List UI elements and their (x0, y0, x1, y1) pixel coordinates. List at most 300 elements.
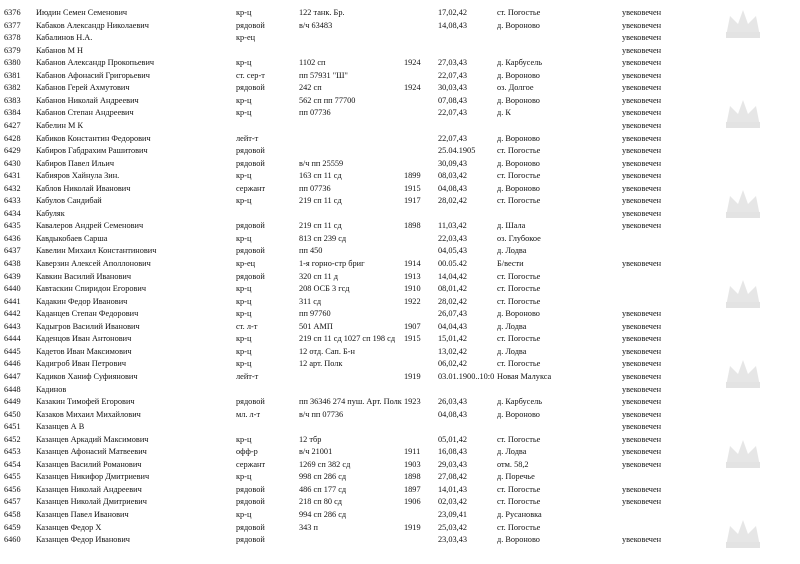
cell-name: Казакин Тимофей Егорович (36, 397, 135, 407)
cell-name: Казанцев Николай Андреевич (36, 484, 142, 494)
cell-date: 17,02,42 (438, 8, 468, 17)
table-row (0, 107, 800, 119)
cell-note: увековечен (622, 334, 662, 344)
watermark-stamp-icon (722, 516, 764, 550)
cell-date: 15,01,42 (438, 334, 468, 344)
cell-num: 6381 (4, 70, 21, 80)
cell-date: 14,04,42 (438, 271, 468, 281)
cell-unit: 1269 сп 382 сд (299, 459, 351, 469)
cell-note: увековечен (622, 20, 662, 30)
cell-unit: 311 сд (299, 296, 322, 306)
table-row (0, 471, 800, 483)
cell-place: д. Вороново (497, 409, 540, 419)
cell-year: 1923 (404, 397, 421, 407)
cell-num: 6437 (4, 246, 21, 256)
cell-place: д. Лодва (497, 246, 527, 256)
cell-place: д. Карбусель (497, 58, 543, 68)
cell-unit: 163 сп 11 сд (299, 171, 342, 181)
table-row (0, 396, 800, 408)
cell-num: 6438 (4, 259, 21, 268)
cell-note: увековечен (622, 371, 662, 381)
table-row (0, 459, 800, 471)
cell-date: 04,08,43 (438, 183, 468, 193)
table-row (0, 534, 800, 546)
cell-num: 6456 (4, 484, 21, 494)
cell-num: 6436 (4, 233, 21, 243)
cell-name: Кабанов Николай Андреевич (36, 95, 139, 105)
cell-name: Кадигроб Иван Петрович (36, 359, 126, 369)
cell-name: Казаков Михаил Михайлович (36, 409, 141, 419)
cell-num: 6377 (4, 20, 21, 30)
cell-num: 6441 (4, 296, 21, 306)
cell-num: 6439 (4, 271, 21, 281)
cell-unit: пп 450 (299, 246, 323, 256)
cell-num: 6455 (4, 472, 21, 482)
cell-unit: 208 ОСБ 3 гсд (299, 284, 350, 294)
cell-date: 27,03,43 (438, 58, 468, 68)
cell-unit: пп 07736 (299, 183, 331, 193)
cell-rank: рядовой (236, 522, 265, 532)
cell-note: увековечен (622, 309, 662, 319)
cell-name: Казанцев Федор Иванович (36, 535, 130, 545)
cell-note: увековечен (622, 171, 662, 181)
watermark-stamp-icon (722, 96, 764, 130)
cell-place: д. Поречье (497, 472, 535, 482)
cell-name: Кабанов Афонасий Григорьевич (36, 70, 150, 80)
cell-date: 27,08,42 (438, 472, 468, 482)
cell-unit: пп 57931 "Ш" (299, 70, 348, 80)
cell-name: Июдин Семен Семенович (36, 8, 128, 17)
cell-name: Казанцев Павел Иванович (36, 510, 129, 519)
cell-unit: 218 сп 80 сд (299, 497, 342, 507)
table-row (0, 82, 800, 94)
cell-unit: 12 арт. Полк (299, 359, 343, 369)
cell-date: 29,03,43 (438, 459, 468, 469)
cell-note: увековечен (622, 259, 662, 268)
cell-date: 28,02,42 (438, 196, 468, 206)
cell-name: Казанцев Василий Романович (36, 459, 142, 469)
cell-rank: кр-ц (236, 296, 252, 306)
table-row (0, 421, 800, 433)
cell-num: 6447 (4, 371, 21, 381)
cell-rank: рядовой (236, 146, 265, 156)
cell-num: 6448 (4, 384, 21, 394)
cell-unit: в/ч 21001 (299, 447, 333, 457)
cell-name: Казанцев Никифор Дмитриевич (36, 472, 150, 482)
cell-name: Кадакин Федор Иванович (36, 296, 128, 306)
cell-note: увековечен (622, 497, 662, 507)
cell-num: 6376 (4, 8, 21, 17)
cell-rank: кр-ц (236, 8, 252, 17)
cell-unit: 219 сп 11 сд (299, 196, 342, 206)
table-row (0, 308, 800, 320)
cell-place: д. Карбусель (497, 397, 543, 407)
cell-unit: 1-я горно-стр бриг (299, 259, 365, 268)
cell-num: 6454 (4, 459, 21, 469)
cell-place: Б/вести (497, 259, 524, 268)
cell-name: Каданцев Степан Федорович (36, 309, 139, 319)
cell-date: 30,03,43 (438, 83, 468, 93)
cell-rank: лейт-т (236, 133, 259, 143)
watermark-stamp-icon (722, 276, 764, 310)
table-row (0, 509, 800, 521)
cell-date: 08,01,42 (438, 284, 468, 294)
cell-num: 6442 (4, 309, 21, 319)
cell-name: Казанцев Афонасий Матвеевич (36, 447, 147, 457)
cell-unit: 343 п (299, 522, 318, 532)
cell-unit: 219 сп 11 сд (299, 221, 342, 231)
cell-rank: рядовой (236, 397, 265, 407)
cell-date: 06,02,42 (438, 359, 468, 369)
cell-rank: рядовой (236, 484, 265, 494)
cell-place: отм. 58,2 (497, 459, 529, 469)
cell-name: Каблов Николай Иванович (36, 183, 131, 193)
cell-place: д. Вороново (497, 133, 540, 143)
cell-year: 1919 (404, 522, 421, 532)
cell-num: 6453 (4, 447, 21, 457)
cell-name: Каденцов Иван Антонович (36, 334, 132, 344)
cell-place: ст. Погостье (497, 497, 541, 507)
cell-place: д. Вороново (497, 95, 540, 105)
cell-num: 6457 (4, 497, 21, 507)
cell-num: 6434 (4, 208, 21, 218)
cell-name: Кавкин Василий Иванович (36, 271, 132, 281)
cell-rank: кр-ц (236, 309, 252, 319)
cell-num: 6383 (4, 95, 21, 105)
table-row (0, 522, 800, 534)
cell-place: ст. Погостье (497, 196, 541, 206)
cell-place: д. Лодва (497, 321, 527, 331)
cell-date: 00.05.42 (438, 259, 468, 268)
cell-unit: в/ч пп 07736 (299, 409, 344, 419)
cell-year: 1911 (404, 447, 421, 457)
cell-rank: кр-ц (236, 434, 252, 444)
cell-year: 1897 (404, 484, 421, 494)
cell-unit: 219 сп 11 сд 1027 сп 198 сд (299, 334, 396, 344)
cell-num: 6428 (4, 133, 21, 143)
cell-rank: кр-ц (236, 334, 252, 344)
cell-note: увековечен (622, 397, 662, 407)
cell-rank: кр-ц (236, 359, 252, 369)
cell-num: 6431 (4, 171, 21, 181)
cell-unit: 998 сп 286 сд (299, 472, 347, 482)
cell-date: 26,03,43 (438, 397, 468, 407)
table-row (0, 296, 800, 308)
cell-rank: офф-р (236, 447, 258, 457)
cell-year: 1898 (404, 472, 421, 482)
cell-rank: кр-ц (236, 284, 252, 294)
cell-note: увековечен (622, 45, 662, 55)
cell-note: увековечен (622, 447, 662, 457)
cell-note: увековечен (622, 70, 662, 80)
cell-unit: 320 сп 11 д (299, 271, 339, 281)
cell-rank: кр-ц (236, 171, 252, 181)
cell-name: Кабелин М К (36, 120, 83, 130)
cell-num: 6449 (4, 397, 21, 407)
cell-name: Кабулов Сандибай (36, 196, 102, 206)
cell-note: увековечен (622, 384, 662, 394)
cell-num: 6445 (4, 346, 21, 356)
cell-rank: кр-ец (236, 33, 256, 43)
cell-name: Кавелин Михаил Константинович (36, 246, 157, 256)
cell-num: 6459 (4, 522, 21, 532)
cell-num: 6435 (4, 221, 21, 231)
cell-note: увековечен (622, 158, 662, 168)
cell-num: 6432 (4, 183, 21, 193)
cell-date: 23,09,41 (438, 510, 468, 519)
cell-date: 05,01,42 (438, 434, 468, 444)
cell-note: увековечен (622, 133, 662, 143)
cell-note: увековечен (622, 95, 662, 105)
cell-num: 6458 (4, 510, 21, 519)
cell-place: д. Вороново (497, 158, 540, 168)
cell-num: 6380 (4, 58, 21, 68)
cell-name: Кабиров Габдрахим Рашитович (36, 146, 148, 156)
cell-rank: ст. сер-т (236, 70, 265, 80)
cell-note: увековечен (622, 196, 662, 206)
cell-date: 22,03,43 (438, 233, 468, 243)
cell-note: увековечен (622, 535, 662, 545)
cell-place: оз. Долгое (497, 83, 534, 93)
cell-rank: рядовой (236, 20, 265, 30)
cell-date: 25.04.1905 (438, 146, 476, 156)
cell-name: Кадетов Иван Максимович (36, 346, 132, 356)
cell-name: Казанцев Аркадий Максимович (36, 434, 149, 444)
cell-note: увековечен (622, 346, 662, 356)
cell-name: Кадинов (36, 384, 67, 394)
cell-year: 1906 (404, 497, 421, 507)
cell-name: Кабанов М Н (36, 45, 84, 55)
cell-date: 22,07,43 (438, 70, 468, 80)
cell-num: 6430 (4, 158, 21, 168)
cell-year: 1922 (404, 296, 421, 306)
cell-name: Кабиров Павел Ильич (36, 158, 115, 168)
table-row (0, 95, 800, 107)
cell-year: 1919 (404, 371, 421, 381)
table-row (0, 346, 800, 358)
table-row (0, 7, 800, 19)
table-row (0, 434, 800, 446)
cell-note: увековечен (622, 83, 662, 93)
cell-place: ст. Погостье (497, 434, 541, 444)
cell-rank: рядовой (236, 271, 265, 281)
table-row (0, 384, 800, 396)
table-row (0, 133, 800, 145)
cell-name: Казанцев А В (36, 422, 85, 432)
cell-year: 1924 (404, 83, 421, 93)
cell-note: увековечен (622, 422, 662, 432)
cell-name: Кадыгров Василий Иванович (36, 321, 140, 331)
table-row (0, 245, 800, 257)
cell-name: Казанцев Федор Х (36, 522, 102, 532)
cell-unit: 122 танк. Бр. (299, 8, 345, 17)
cell-date: 30,09,43 (438, 158, 468, 168)
cell-date: 14,08,43 (438, 20, 468, 30)
cell-rank: кр-ц (236, 510, 252, 519)
cell-rank: кр-ец (236, 259, 256, 268)
cell-date: 04,05,43 (438, 246, 468, 256)
cell-year: 1915 (404, 183, 421, 193)
cell-num: 6450 (4, 409, 21, 419)
table-row (0, 484, 800, 496)
cell-num: 6379 (4, 45, 21, 55)
cell-note: увековечен (622, 183, 662, 193)
cell-name: Кабаков Александр Николаевич (36, 20, 149, 30)
cell-date: 23,03,43 (438, 535, 468, 545)
cell-date: 28,02,42 (438, 296, 468, 306)
cell-unit: 12 отд. Сап. Б-н (299, 346, 355, 356)
cell-date: 08,03,42 (438, 171, 468, 181)
cell-rank: кр-ц (236, 95, 252, 105)
cell-date: 14,01,43 (438, 484, 468, 494)
cell-year: 1917 (404, 196, 421, 206)
cell-num: 6460 (4, 535, 21, 545)
cell-num: 6378 (4, 33, 21, 43)
cell-place: ст. Погостье (497, 359, 541, 369)
cell-note: увековечен (622, 359, 662, 369)
cell-year: 1910 (404, 284, 421, 294)
cell-num: 6452 (4, 434, 21, 444)
table-row (0, 32, 800, 44)
cell-date: 07,08,43 (438, 95, 468, 105)
cell-date: 04,08,43 (438, 409, 468, 419)
cell-place: д. Вороново (497, 20, 540, 30)
table-row (0, 233, 800, 245)
table-row (0, 283, 800, 295)
cell-place: д. Лодва (497, 346, 527, 356)
cell-num: 6427 (4, 120, 21, 130)
cell-rank: кр-ц (236, 196, 252, 206)
cell-rank: кр-ц (236, 58, 252, 68)
cell-date: 26,07,43 (438, 309, 468, 319)
cell-num: 6429 (4, 146, 21, 156)
cell-date: 16,08,43 (438, 447, 468, 457)
cell-place: ст. Погостье (497, 522, 541, 532)
cell-num: 6444 (4, 334, 21, 344)
cell-year: 1899 (404, 171, 421, 181)
cell-name: Кабанов Герей Ахмутович (36, 83, 130, 93)
cell-note: увековечен (622, 58, 662, 68)
cell-year: 1903 (404, 459, 421, 469)
cell-date: 02,03,42 (438, 497, 468, 507)
cell-rank: сержант (236, 183, 266, 193)
table-row (0, 208, 800, 220)
table-row (0, 20, 800, 32)
cell-date: 22,07,43 (438, 108, 468, 118)
cell-name: Кавтаскин Спиридон Егорович (36, 284, 147, 294)
cell-unit: 12 тбр (299, 434, 322, 444)
cell-place: ст. Погостье (497, 8, 541, 17)
cell-note: увековечен (622, 8, 662, 17)
cell-place: д. Вороново (497, 183, 540, 193)
cell-date: 03.01.1900..10:0 (438, 371, 495, 381)
cell-place: ст. Погостье (497, 296, 541, 306)
cell-rank: кр-ц (236, 108, 252, 118)
cell-unit: в/ч пп 25559 (299, 158, 344, 168)
cell-rank: кр-ц (236, 346, 252, 356)
cell-rank: кр-ц (236, 233, 252, 243)
cell-place: ст. Погостье (497, 171, 541, 181)
table-row (0, 371, 800, 383)
cell-note: увековечен (622, 120, 662, 130)
cell-note: увековечен (622, 459, 662, 469)
cell-place: ст. Погостье (497, 284, 541, 294)
cell-name: Кадиков Ханиф Суфиянович (36, 371, 138, 381)
cell-note: увековечен (622, 484, 662, 494)
cell-rank: рядовой (236, 497, 265, 507)
cell-name: Кавдыкобаев Сарша (36, 233, 108, 243)
cell-place: ст. Погостье (497, 271, 541, 281)
table-row (0, 358, 800, 370)
cell-place: Новая Малукса (497, 371, 552, 381)
cell-place: д. Вороново (497, 535, 540, 545)
watermark-stamp-icon (722, 186, 764, 220)
cell-unit: 486 сп 177 сд (299, 484, 347, 494)
cell-year: 1907 (404, 321, 421, 331)
cell-note: увековечен (622, 108, 662, 118)
cell-rank: сержант (236, 459, 266, 469)
cell-rank: рядовой (236, 221, 265, 231)
cell-date: 22,07,43 (438, 133, 468, 143)
cell-place: ст. Погостье (497, 146, 541, 156)
cell-name: Кабияров Хайнула Зин. (36, 171, 120, 181)
cell-year: 1898 (404, 221, 421, 231)
cell-unit: 994 сп 286 сд (299, 510, 347, 519)
cell-num: 6440 (4, 284, 21, 294)
cell-unit: 562 сп пп 77700 (299, 95, 356, 105)
cell-rank: мл. л-т (236, 409, 261, 419)
cell-unit: 501 АМП (299, 321, 333, 331)
cell-place: д. Русановка (497, 510, 542, 519)
cell-name: Кабиков Константин Федорович (36, 133, 151, 143)
cell-place: д. Лодва (497, 447, 527, 457)
cell-note: увековечен (622, 146, 662, 156)
table-row (0, 170, 800, 182)
table-row (0, 183, 800, 195)
table-row (0, 195, 800, 207)
cell-note: увековечен (622, 409, 662, 419)
cell-name: Кабанов Александр Прокопьевич (36, 58, 155, 68)
table-row (0, 158, 800, 170)
table-row (0, 145, 800, 157)
table-row (0, 45, 800, 57)
cell-name: Казанцев Николай Дмитриевич (36, 497, 147, 507)
cell-date: 11,03,42 (438, 221, 467, 231)
cell-unit: пп 36346 274 пуш. Арт. Полк (299, 397, 402, 407)
cell-name: Каверзин Алексей Аполлонович (36, 259, 151, 268)
cell-rank: рядовой (236, 246, 265, 256)
table-row (0, 258, 800, 270)
watermark-stamp-icon (722, 6, 764, 40)
table-row (0, 446, 800, 458)
cell-num: 6443 (4, 321, 21, 331)
cell-num: 6382 (4, 83, 21, 93)
cell-note: увековечен (622, 321, 662, 331)
cell-rank: рядовой (236, 535, 265, 545)
cell-place: ст. Погостье (497, 484, 541, 494)
cell-place: оз. Глубокое (497, 233, 541, 243)
watermark-stamp-icon (722, 436, 764, 470)
cell-rank: кр-ц (236, 472, 252, 482)
cell-num: 6433 (4, 196, 21, 206)
table-row (0, 70, 800, 82)
cell-unit: пп 97760 (299, 309, 331, 319)
cell-rank: рядовой (236, 158, 265, 168)
cell-place: д. Шала (497, 221, 526, 231)
cell-name: Кабуляк (36, 208, 65, 218)
cell-note: увековечен (622, 33, 662, 43)
cell-place: ст. Погостье (497, 334, 541, 344)
